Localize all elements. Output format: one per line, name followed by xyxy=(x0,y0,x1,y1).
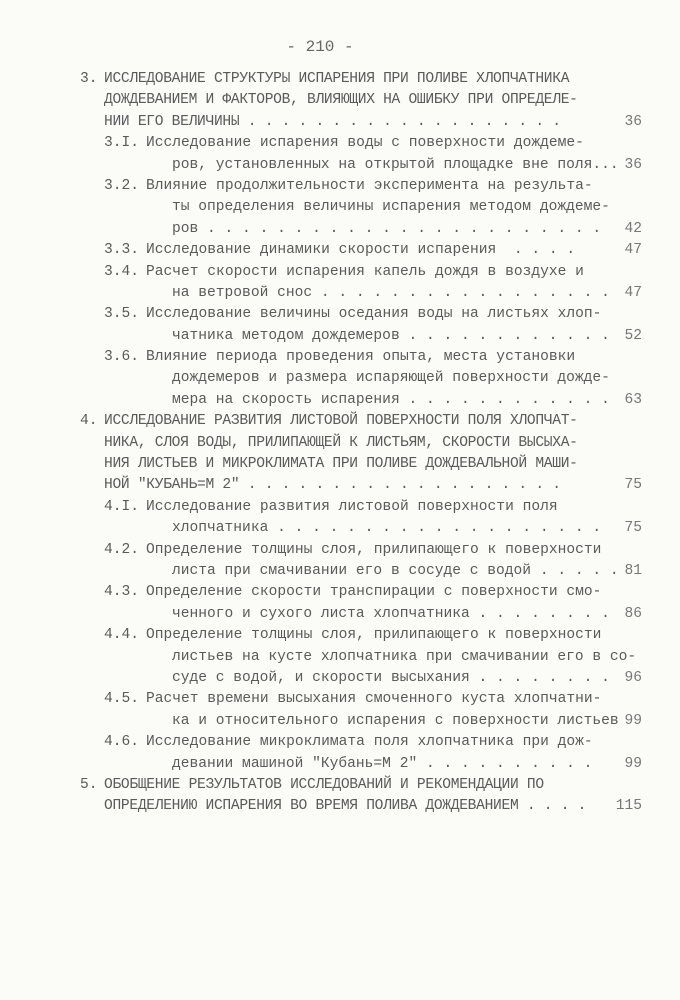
section-title-text: НИЯ ЛИСТЬЕВ И МИКРОКЛИМАТА ПРИ ПОЛИВЕ ДОЖДЕВАЛЬНОЙ МАШИ- xyxy=(104,456,578,473)
toc-line xyxy=(0,197,680,218)
section-title-text: ИССЛЕДОВАНИЕ СТРУКТУРЫ ИСПАРЕНИЯ ПРИ ПОЛИВЕ ХЛОПЧАТНИКА xyxy=(104,71,570,87)
section-title-text: Исследование динамики скорости испарения . . . . xyxy=(146,242,576,259)
page-reference: 86 xyxy=(624,605,642,622)
toc-entry xyxy=(0,69,680,133)
section-title-text: чатника методом дождемеров . . . . . . . . . . . . xyxy=(172,327,610,344)
toc-line xyxy=(0,347,680,368)
toc-line xyxy=(0,540,680,561)
section-title-text: Влияние периода проведения опыта, места установки xyxy=(146,349,576,366)
toc-line xyxy=(0,240,680,261)
toc-line xyxy=(0,69,680,90)
section-title-text: хлопчатника . . . . . . . . . . . . . . . . . . . xyxy=(172,520,602,537)
section-title-text: НОЙ "КУБАНЬ=М 2" . . . . . . . . . . . . . . . . . . . xyxy=(104,477,561,494)
section-number: 4.5. xyxy=(104,691,140,708)
toc-line xyxy=(0,176,680,197)
section-number: 4.3. xyxy=(104,584,140,601)
toc-line xyxy=(0,112,680,133)
page-reference: 99 xyxy=(624,755,642,772)
toc-line xyxy=(0,433,680,454)
page-reference: 47 xyxy=(624,284,642,301)
toc-line xyxy=(0,647,680,668)
section-title-text: дождемеров и размера испаряющей поверхности дожде- xyxy=(172,370,610,387)
toc-line xyxy=(0,304,680,325)
toc-entry xyxy=(0,625,680,689)
section-title-text: Определение скорости транспирации с поверхности смо- xyxy=(146,584,602,601)
page-reference: 52 xyxy=(624,327,642,344)
toc-entry xyxy=(0,775,680,818)
section-number: 4. xyxy=(80,413,98,430)
section-number: 4.4. xyxy=(104,627,140,644)
toc-line xyxy=(0,625,680,646)
page-reference: 42 xyxy=(624,220,642,237)
toc-line xyxy=(0,454,680,475)
toc-entry xyxy=(0,540,680,583)
section-title-text: Исследование величины оседания воды на листьях хлоп- xyxy=(146,306,602,323)
toc-entry xyxy=(0,689,680,732)
toc-line xyxy=(0,368,680,389)
section-title-text: ДОЖДЕВАНИЕМ И ФАКТОРОВ, ВЛИЯЮЩИХ НА ОШИБКУ ПРИ ОПРЕДЕЛЕ- xyxy=(104,92,578,109)
page-reference: 75 xyxy=(624,520,642,537)
section-title-text: НИИ ЕГО ВЕЛИЧИНЫ . . . . . . . . . . . . . . . . . . . xyxy=(104,113,561,130)
section-title-text: Влияние продолжительности эксперимента на результа- xyxy=(146,177,593,194)
section-number: 3. xyxy=(80,71,98,87)
section-number: 4.6. xyxy=(104,734,140,751)
toc-entry xyxy=(0,240,680,261)
section-number: 4.2. xyxy=(104,541,140,558)
toc-line xyxy=(0,133,680,154)
toc-line xyxy=(0,326,680,347)
section-title-text: листьев на кусте хлопчатника при смачивании его в со- xyxy=(172,648,637,665)
toc-line xyxy=(0,775,680,796)
section-title-text: ты определения величины испарения методом дождеме- xyxy=(172,199,610,216)
page-reference: 36 xyxy=(624,113,642,130)
toc-line xyxy=(0,219,680,240)
section-title-text: Определение толщины слоя, прилипающего к поверхности xyxy=(146,627,602,644)
page-reference: 47 xyxy=(624,242,642,259)
toc-line xyxy=(0,732,680,753)
toc-line xyxy=(0,497,680,518)
toc-line xyxy=(0,796,680,817)
section-title-text: Исследование микроклимата поля хлопчатника при дож- xyxy=(146,734,593,751)
section-number: 4.I. xyxy=(104,498,140,515)
page-reference: 99 xyxy=(624,712,642,729)
section-title-text: Определение толщины слоя, прилипающего к поверхности xyxy=(146,541,602,558)
section-title-text: Исследование развития листовой поверхности поля xyxy=(146,498,558,515)
section-number: 3.3. xyxy=(104,242,140,259)
page-reference: 63 xyxy=(624,391,642,408)
toc-line xyxy=(0,604,680,625)
toc-line xyxy=(0,411,680,432)
toc-line xyxy=(0,561,680,582)
section-number: 3.4. xyxy=(104,263,140,280)
toc-entry xyxy=(0,133,680,176)
page-reference: 75 xyxy=(624,477,642,494)
toc-entry xyxy=(0,582,680,625)
section-title-text: НИКА, СЛОЯ ВОДЫ, ПРИЛИПАЮЩЕЙ К ЛИСТЬЯМ, СКОРОСТИ ВЫСЫХА- xyxy=(104,434,578,451)
toc-entry xyxy=(0,262,680,305)
toc-entry xyxy=(0,304,680,347)
section-number: 3.5. xyxy=(104,306,140,323)
toc-entry xyxy=(0,497,680,540)
section-title-text: мера на скорость испарения . . . . . . . . . . . . xyxy=(172,391,610,408)
toc-entry xyxy=(0,411,680,497)
toc-line xyxy=(0,90,680,111)
toc-line xyxy=(0,689,680,710)
toc-line xyxy=(0,475,680,496)
section-title-text: ИССЛЕДОВАНИЕ РАЗВИТИЯ ЛИСТОВОЙ ПОВЕРХНОСТИ ПОЛЯ ХЛОПЧАТ- xyxy=(104,413,578,430)
toc-line xyxy=(0,262,680,283)
toc-line xyxy=(0,582,680,603)
toc-line xyxy=(0,754,680,775)
section-number: 3.I. xyxy=(104,135,140,152)
section-title-text: листа при смачивании его в сосуде с водой . . . . . xyxy=(172,562,619,579)
page-reference: 81 xyxy=(624,562,642,579)
section-title-text: ров, установленных на открытой площадке вне поля... xyxy=(172,156,619,173)
section-title-text: ОПРЕДЕЛЕНИЮ ИСПАРЕНИЯ ВО ВРЕМЯ ПОЛИВА ДОЖДЕВАНИЕМ . . . . xyxy=(104,798,587,815)
section-number: 5. xyxy=(80,776,98,793)
section-title-text: ченного и сухого листа хлопчатника . . . . . . . . xyxy=(172,605,610,622)
section-title-text: ка и относительного испарения с поверхности листьев xyxy=(172,712,619,729)
section-title-text: суде с водой, и скорости высыхания . . . . . . . . xyxy=(172,669,610,686)
toc-entry xyxy=(0,347,680,411)
toc-line xyxy=(0,283,680,304)
section-title-text: Расчет скорости испарения капель дождя в воздухе и xyxy=(146,263,584,280)
section-title-text: Исследование испарения воды с поверхности дождеме- xyxy=(146,135,584,152)
toc-entry xyxy=(0,176,680,240)
page-reference: 36 xyxy=(624,156,642,173)
section-title-text: Расчет времени высыхания смоченного куста хлопчатни- xyxy=(146,691,602,708)
section-title-text: ров . . . . . . . . . . . . . . . . . . . . . . . xyxy=(172,220,602,237)
section-number: 3.2. xyxy=(104,177,140,194)
table-of-contents xyxy=(0,69,680,818)
toc-line xyxy=(0,711,680,732)
section-title-text: на ветровой снос . . . . . . . . . . . . . . . . . xyxy=(172,284,610,301)
section-title-text: ОБОБЩЕНИЕ РЕЗУЛЬТАТОВ ИССЛЕДОВАНИЙ И РЕКОМЕНДАЦИИ ПО xyxy=(104,776,544,793)
toc-line xyxy=(0,390,680,411)
page-number: - 210 - xyxy=(286,38,354,56)
section-title-text: девании машиной "Кубань=М 2" . . . . . . . . . . xyxy=(172,755,593,772)
page-reference: 96 xyxy=(624,669,642,686)
page-reference: 115 xyxy=(615,798,642,815)
toc-line xyxy=(0,155,680,176)
toc-entry xyxy=(0,732,680,775)
section-number: 3.6. xyxy=(104,349,140,366)
toc-line xyxy=(0,668,680,689)
toc-line xyxy=(0,518,680,539)
